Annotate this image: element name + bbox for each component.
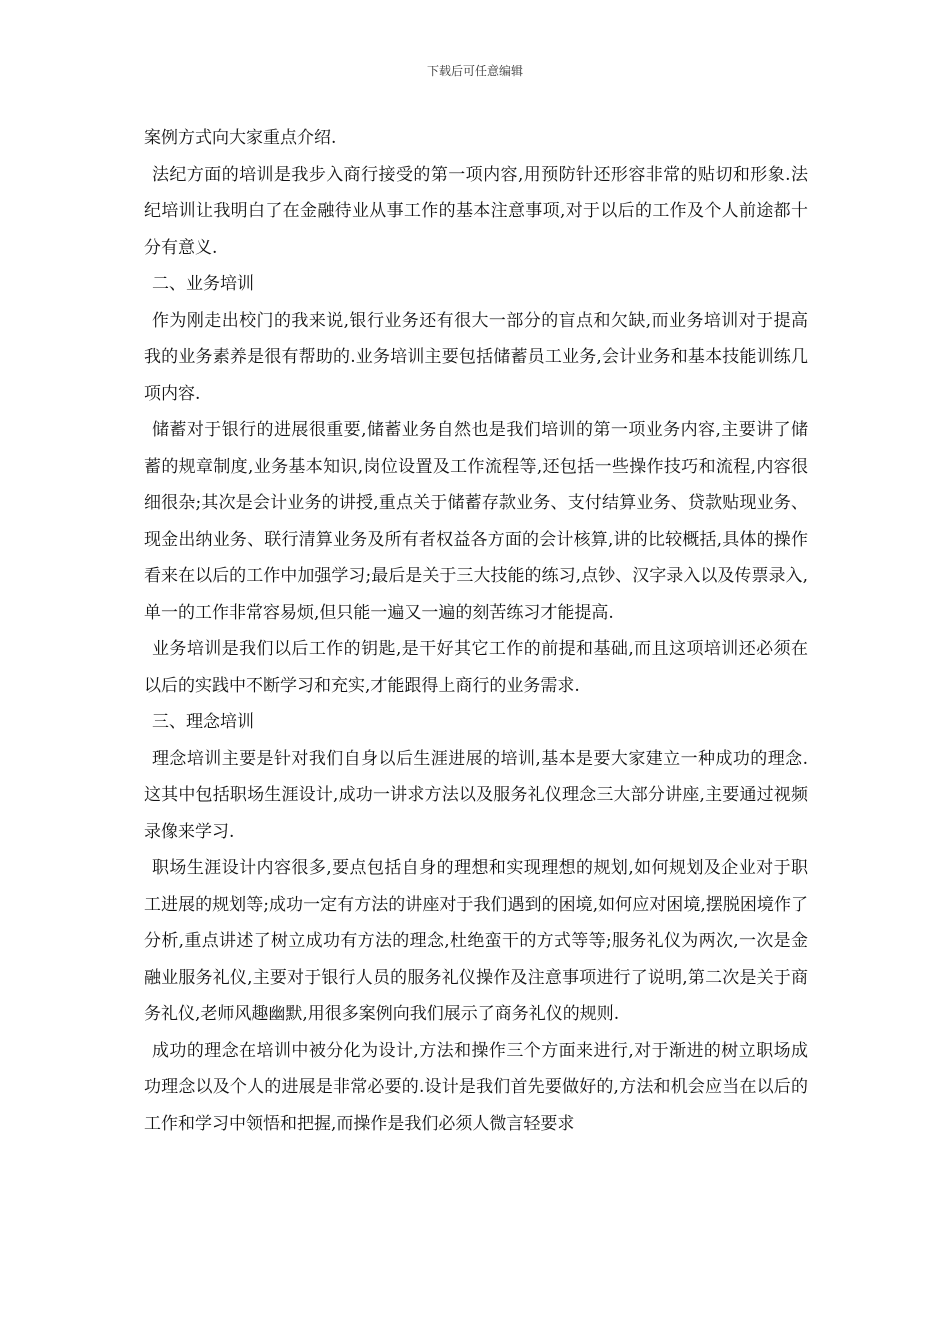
page-header-note: 下载后可任意编辑 [426,64,523,78]
paragraph: 作为刚走出校门的我来说,银行业务还有很大一部分的盲点和欠缺,而业务培训对于提高我的业务素养是很有帮助的.业务培训主要包括储蓄员工业务,会计业务和基本技能训练几项内容. [144,310,808,404]
paragraph: 业务培训是我们以后工作的钥匙,是干好其它工作的前提和基础,而且这项培训还必须在以后的实践中不断学习和充实,才能跟得上商行的业务需求. [144,639,808,696]
section-heading: 二、业务培训 [152,274,254,294]
section-heading: 三、理念培训 [152,712,254,732]
paragraph: 法纪方面的培训是我步入商行接受的第一项内容,用预防针还形容非常的贴切和形象.法纪培训让我明白了在金融待业从事工作的基本注意事项,对于以后的工作及个人前途都十分有意义. [144,164,808,258]
paragraph: 案例方式向大家重点介绍. [144,128,337,148]
paragraph: 成功的理念在培训中被分化为设计,方法和操作三个方面来进行,对于渐进的树立职场成功理念以及个人的进展是非常必要的.设计是我们首先要做好的,方法和机会应当在以后的工作和学习中领悟和把握,而操作是我们必须人微言轻要求 [144,1040,808,1134]
paragraph: 职场生涯设计内容很多,要点包括自身的理想和实现理想的规划,如何规划及企业对于职工进展的规划等;成功一定有方法的讲座对于我们遇到的困境,如何应对困境,摆脱困境作了分析,重点讲述了树立成功有方法的理念,杜绝蛮干的方式等等;服务礼仪为两次,一次是金融业服务礼仪,主要对于银行人员的服务礼仪操作及注意事项进行了说明,第二次是关于商务礼仪,老师风趣幽默,用很多案例向我们展示了商务礼仪的规则. [144,858,808,1024]
document-body [144,120,808,1142]
paragraph: 理念培训主要是针对我们自身以后生涯进展的培训,基本是要大家建立一种成功的理念.这其中包括职场生涯设计,成功一讲求方法以及服务礼仪理念三大部分讲座,主要通过视频录像来学习. [144,748,808,842]
paragraph: 储蓄对于银行的进展很重要,储蓄业务自然也是我们培训的第一项业务内容,主要讲了储蓄的规章制度,业务基本知识,岗位设置及工作流程等,还包括一些操作技巧和流程,内容很细很杂;其次是会计业务的讲授,重点关于储蓄存款业务、支付结算业务、贷款贴现业务、现金出纳业务、联行清算业务及所有者权益各方面的会计核算,讲的比较概括,具体的操作看来在以后的工作中加强学习;最后是关于三大技能的练习,点钞、汉字录入以及传票录入,单一的工作非常容易烦,但只能一遍又一遍的刻苦练习才能提高. [144,420,808,623]
